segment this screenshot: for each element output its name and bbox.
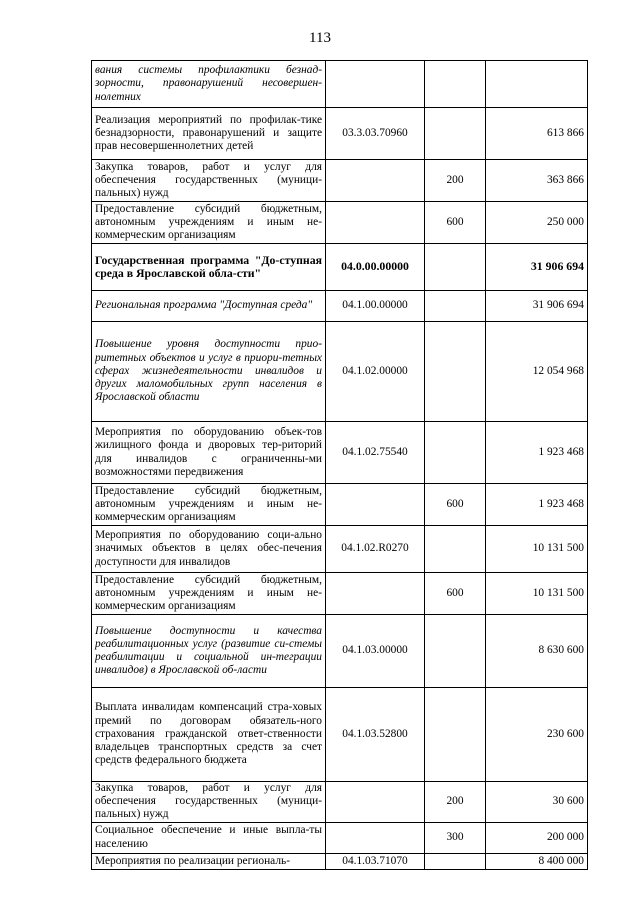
table-row — [92, 61, 588, 108]
page-number: 113 — [309, 30, 331, 46]
row-name-cell: Предоставление субсидий бюджетным, автономным учреждениям и иным не-коммерческим организациям — [92, 573, 326, 615]
row-amount-cell: 8 400 000 — [486, 853, 588, 869]
row-name-cell: Выплата инвалидам компенсаций стра-ховых премий по договорам обязатель-ного страхования гражданской ответ-ственности владельцев транспортных средств за счет средств федерального бюджета — [92, 688, 326, 782]
row-code-cell: 04.1.00.00000 — [326, 291, 425, 322]
table-row — [92, 202, 588, 244]
row-amount-cell: 613 866 — [486, 108, 588, 160]
table-row — [92, 782, 588, 823]
row-code-cell: 03.3.03.70960 — [326, 108, 425, 160]
row-amount-cell: 250 000 — [486, 202, 588, 244]
row-code-cell: 04.0.00.00000 — [326, 244, 425, 291]
row-name-cell: Предоставление субсидий бюджетным, автономным учреждениям и иным не-коммерческим организациям — [92, 484, 326, 526]
row-name-cell: Повышение доступности и качества реабилитационных услуг (развитие си-стемы реабилитации и социальной ин-теграции инвалидов) в Ярославской об-ласти — [92, 615, 326, 688]
table-row — [92, 688, 588, 782]
row-code-cell: 04.1.03.52800 — [326, 688, 425, 782]
row-code-cell: 04.1.03.71070 — [326, 853, 425, 869]
row-amount-cell: 10 131 500 — [486, 526, 588, 573]
row-expense-type-cell: 600 — [425, 484, 486, 526]
row-code-cell — [326, 782, 425, 823]
table-row — [92, 853, 588, 869]
table-row — [92, 160, 588, 202]
row-name-cell: Мероприятия по оборудованию соци-ально значимых объектов в целях обес-печения доступности для инвалидов — [92, 526, 326, 573]
table-row — [92, 615, 588, 688]
row-code-cell — [326, 484, 425, 526]
budget-table-body — [92, 61, 588, 870]
row-code-cell — [326, 61, 425, 108]
row-amount-cell: 30 600 — [486, 782, 588, 823]
row-amount-cell: 230 600 — [486, 688, 588, 782]
row-expense-type-cell — [425, 291, 486, 322]
table-row — [92, 822, 588, 853]
budget-table — [91, 60, 588, 870]
row-amount-cell: 1 923 468 — [486, 422, 588, 484]
row-name-cell: вания системы профилактики безнад-зорности, правонарушений несовершен-нолетних — [92, 61, 326, 108]
row-name-cell: Государственная программа "До-ступная среда в Ярославской обла-сти" — [92, 244, 326, 291]
row-name-cell: Предоставление субсидий бюджетным, автономным учреждениям и иным не-коммерческим организациям — [92, 202, 326, 244]
row-amount-cell: 31 906 694 — [486, 291, 588, 322]
row-expense-type-cell: 200 — [425, 160, 486, 202]
row-name-cell: Повышение уровня доступности прио-ритетных объектов и услуг в приори-тетных сферах жизнедеятельности инвалидов и других маломобильных групп населения в Ярославской области — [92, 322, 326, 422]
table-row — [92, 244, 588, 291]
row-amount-cell: 8 630 600 — [486, 615, 588, 688]
row-expense-type-cell: 300 — [425, 822, 486, 853]
row-name-cell: Закупка товаров, работ и услуг для обеспечения государственных (муници-пальных) нужд — [92, 160, 326, 202]
row-expense-type-cell — [425, 108, 486, 160]
row-name-cell: Закупка товаров, работ и услуг для обеспечения государственных (муници-пальных) нужд — [92, 782, 326, 823]
row-amount-cell: 12 054 968 — [486, 322, 588, 422]
row-expense-type-cell — [425, 688, 486, 782]
row-expense-type-cell: 600 — [425, 573, 486, 615]
row-expense-type-cell — [425, 322, 486, 422]
row-expense-type-cell — [425, 853, 486, 869]
row-expense-type-cell — [425, 615, 486, 688]
table-row — [92, 573, 588, 615]
table-row — [92, 422, 588, 484]
row-name-cell: Социальное обеспечение и иные выпла-ты населению — [92, 822, 326, 853]
row-expense-type-cell: 200 — [425, 782, 486, 823]
table-row — [92, 291, 588, 322]
row-code-cell: 04.1.02.R0270 — [326, 526, 425, 573]
row-code-cell: 04.1.02.00000 — [326, 322, 425, 422]
row-code-cell: 04.1.02.75540 — [326, 422, 425, 484]
row-expense-type-cell — [425, 244, 486, 291]
row-amount-cell — [486, 61, 588, 108]
table-row — [92, 108, 588, 160]
row-expense-type-cell — [425, 422, 486, 484]
row-expense-type-cell — [425, 526, 486, 573]
row-amount-cell: 31 906 694 — [486, 244, 588, 291]
row-amount-cell: 200 000 — [486, 822, 588, 853]
row-code-cell — [326, 573, 425, 615]
row-code-cell — [326, 202, 425, 244]
row-expense-type-cell — [425, 61, 486, 108]
table-row — [92, 526, 588, 573]
row-name-cell: Мероприятия по реализации региональ- — [92, 853, 326, 869]
table-row — [92, 322, 588, 422]
row-amount-cell: 10 131 500 — [486, 573, 588, 615]
row-amount-cell: 363 866 — [486, 160, 588, 202]
row-code-cell — [326, 160, 425, 202]
row-expense-type-cell: 600 — [425, 202, 486, 244]
row-name-cell: Реализация мероприятий по профилак-тике безнадзорности, правонарушений и защите прав несовершеннолетних детей — [92, 108, 326, 160]
row-code-cell — [326, 822, 425, 853]
table-row — [92, 484, 588, 526]
row-name-cell: Региональная программа "Доступная среда" — [92, 291, 326, 322]
row-code-cell: 04.1.03.00000 — [326, 615, 425, 688]
row-name-cell: Мероприятия по оборудованию объек-тов жилищного фонда и дворовых тер-риторий для инвалидов с ограниченны-ми возможностями передвижения — [92, 422, 326, 484]
row-amount-cell: 1 923 468 — [486, 484, 588, 526]
